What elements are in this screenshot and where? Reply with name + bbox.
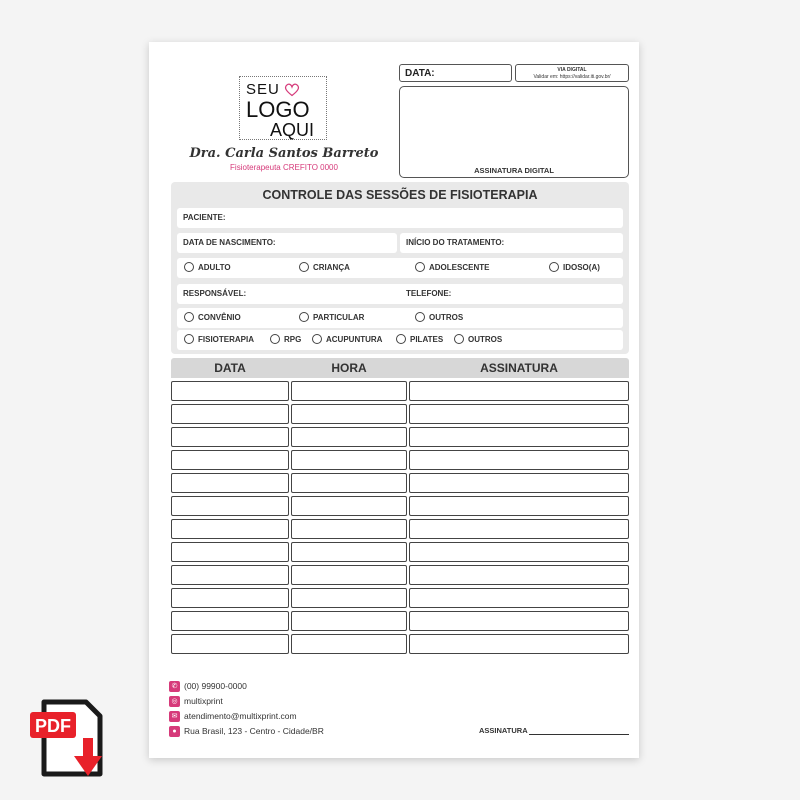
contact-address: ● Rua Brasil, 123 - Centro - Cidade/BR [169,725,324,737]
time-cell[interactable] [291,473,407,493]
radio-icon [415,312,425,322]
patient-field[interactable]: PACIENTE: [177,208,623,228]
age-group-row [177,258,623,278]
age-option-adult[interactable]: ADULTO [184,262,231,274]
doctor-name: Dra. Carla Santos Barreto [189,146,379,161]
column-header-time: HORA [331,361,367,375]
digital-copy-box [515,64,629,82]
patient-form-section [171,182,629,354]
time-cell[interactable] [291,450,407,470]
signature-line [529,734,629,735]
responsible-field[interactable]: RESPONSÁVEL: [183,289,247,298]
therapy-option-pilates[interactable]: PILATES [396,334,443,346]
whatsapp-icon: ✆ [169,681,180,692]
therapy-option-other[interactable]: OUTROS [454,334,502,346]
date-cell[interactable] [171,473,289,493]
digital-signature-box[interactable] [399,86,629,178]
date-cell[interactable] [171,542,289,562]
heart-icon [284,83,300,97]
logo-text-aqui: AQUI [270,120,315,140]
instagram-icon: ◎ [169,696,180,707]
email-icon: ✉ [169,711,180,722]
treatment-start-field[interactable]: INÍCIO DO TRATAMENTO: [400,233,623,253]
therapy-row [177,330,623,350]
logo-text-seu: SEU [246,81,280,98]
signature-cell[interactable] [409,404,629,424]
radio-icon [396,334,406,344]
signature-cell[interactable] [409,611,629,631]
signature-cell[interactable] [409,381,629,401]
therapy-option-rpg[interactable]: RPG [270,334,301,346]
doctor-credential: Fisioterapeuta CREFITO 0000 [230,163,338,172]
signature-cell[interactable] [409,473,629,493]
birth-date-field[interactable]: DATA DE NASCIMENTO: [177,233,397,253]
therapy-option-physio[interactable]: FISIOTERAPIA [184,334,254,346]
date-cell[interactable] [171,611,289,631]
radio-icon [184,334,194,344]
form-sheet [149,42,639,758]
digital-signature-label: ASSINATURA DIGITAL [474,166,554,175]
phone-field[interactable]: TELEFONE: [406,289,452,298]
date-cell[interactable] [171,519,289,539]
pdf-download-icon[interactable] [30,698,110,780]
signature-cell[interactable] [409,634,629,654]
age-option-elderly[interactable]: IDOSO(A) [549,262,600,274]
radio-icon [549,262,559,272]
digital-copy-title: VIA DIGITAL [557,67,587,73]
date-cell[interactable] [171,404,289,424]
signature-cell[interactable] [409,519,629,539]
payment-row [177,308,623,328]
radio-icon [312,334,322,344]
footer-signature[interactable]: ASSINATURA [479,726,629,735]
signature-cell[interactable] [409,588,629,608]
column-header-signature: ASSINATURA [480,361,558,375]
time-cell[interactable] [291,404,407,424]
signature-cell[interactable] [409,496,629,516]
date-cell[interactable] [171,381,289,401]
time-cell[interactable] [291,588,407,608]
location-pin-icon: ● [169,726,180,737]
signature-cell[interactable] [409,565,629,585]
column-header-date: DATA [214,361,246,375]
radio-icon [454,334,464,344]
radio-icon [270,334,280,344]
sessions-table-header [171,358,629,378]
time-cell[interactable] [291,565,407,585]
time-cell[interactable] [291,542,407,562]
radio-icon [184,312,194,322]
date-cell[interactable] [171,450,289,470]
date-cell[interactable] [171,496,289,516]
age-option-teen[interactable]: ADOLESCENTE [415,262,489,274]
pdf-label: PDF [35,716,71,736]
date-cell[interactable] [171,565,289,585]
contact-instagram: ◎ multixprint [169,695,223,707]
radio-icon [299,262,309,272]
time-cell[interactable] [291,519,407,539]
radio-icon [184,262,194,272]
payment-option-other[interactable]: OUTROS [415,312,463,324]
signature-cell[interactable] [409,542,629,562]
time-cell[interactable] [291,611,407,631]
signature-cell[interactable] [409,427,629,447]
radio-icon [415,262,425,272]
contact-email: ✉ atendimento@multixprint.com [169,710,297,722]
date-cell[interactable] [171,634,289,654]
therapy-option-acupuncture[interactable]: ACUPUNTURA [312,334,382,346]
radio-icon [299,312,309,322]
form-title: CONTROLE DAS SESSÕES DE FISIOTERAPIA [262,188,538,202]
digital-copy-url: Validar em: https://validar.iti.gov.br/ [533,74,611,80]
date-field[interactable]: DATA: [399,64,512,82]
time-cell[interactable] [291,634,407,654]
logo-text-logo: LOGO [246,97,310,122]
time-cell[interactable] [291,427,407,447]
date-cell[interactable] [171,427,289,447]
contact-phone: ✆ (00) 99900-0000 [169,680,247,692]
time-cell[interactable] [291,381,407,401]
payment-option-insurance[interactable]: CONVÊNIO [184,312,241,324]
payment-option-private[interactable]: PARTICULAR [299,312,364,324]
responsible-row [177,284,623,304]
logo-placeholder [239,76,327,140]
age-option-child[interactable]: CRIANÇA [299,262,350,274]
signature-cell[interactable] [409,450,629,470]
time-cell[interactable] [291,496,407,516]
date-cell[interactable] [171,588,289,608]
